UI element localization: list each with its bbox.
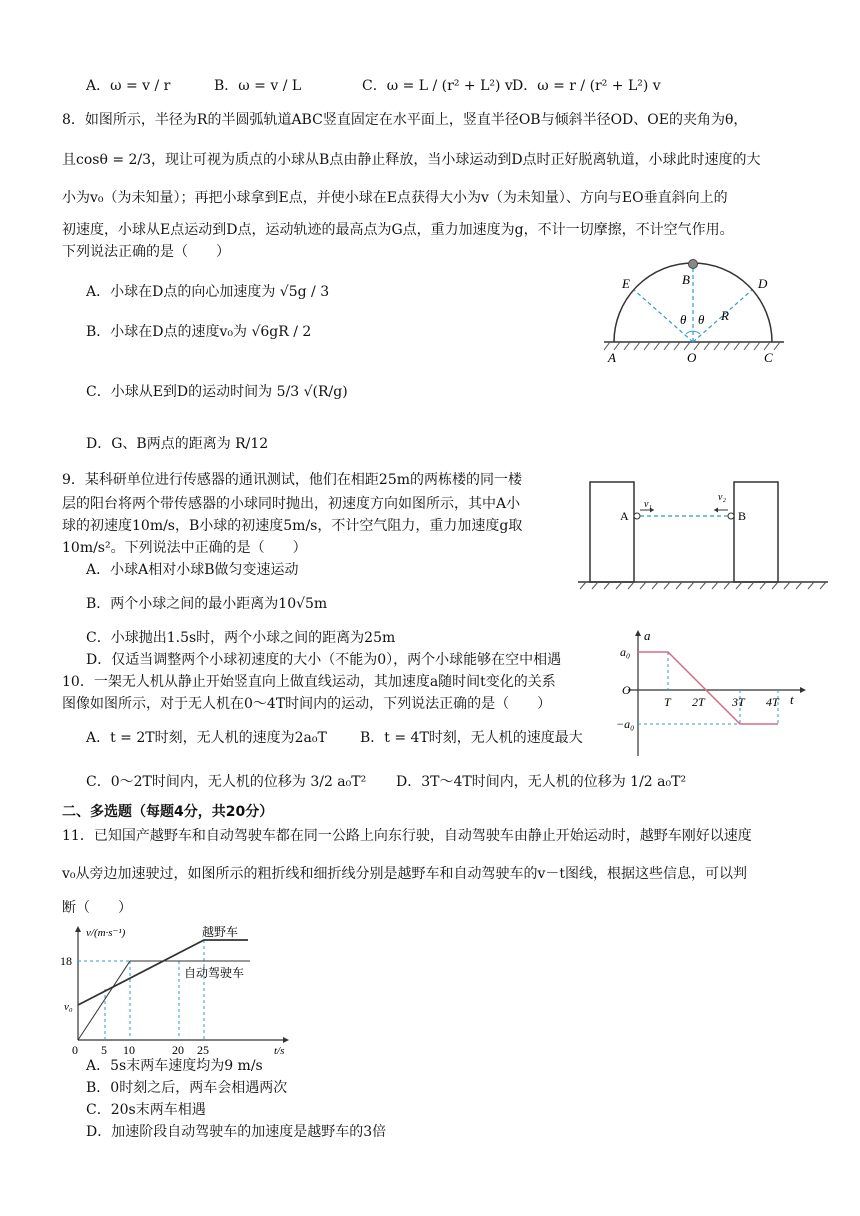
- tick-4t: 4T: [766, 695, 779, 709]
- q7-option-a: A．ω = v / r: [86, 78, 171, 94]
- legend-autonomous: 自动驾驶车: [184, 966, 245, 980]
- label-a0: a₀: [620, 645, 631, 659]
- tick-0: 0: [72, 1043, 78, 1056]
- label-ball-b: B: [738, 509, 747, 523]
- q9-option-c: C．小球抛出1.5s时，两个小球之间的距离为25m: [86, 630, 396, 646]
- q8-option-a: A．小球在D点的向心加速度为 √5g / 3: [86, 284, 330, 300]
- axis-label-t: t/s: [274, 1045, 285, 1056]
- label-c: C: [764, 350, 773, 365]
- q9-option-d: D．仅适当调整两个小球初速度的大小（不能为0），两个小球能够在空中相遇: [86, 652, 562, 668]
- q10-option-c: C．0～2T时间内，无人机的位移为 3/2 a₀T²: [86, 774, 367, 790]
- label-v1: v₁: [644, 499, 652, 510]
- q10-option-a: A．t = 2T时刻，无人机的速度为2a₀T: [86, 730, 327, 746]
- q10-option-b: B．t = 4T时刻，无人机的速度最大: [360, 730, 583, 746]
- label-theta-right: θ: [698, 312, 705, 327]
- q8-option-c: C．小球从E到D的运动时间为 5/3 √(R/g): [86, 384, 348, 400]
- q11-stem-line3: 断（ ）: [62, 900, 132, 916]
- q10-stem-line1: 10．一架无人机从静止开始竖直向上做直线运动，其加速度a随时间t变化的关系: [62, 674, 556, 690]
- q8-option-b: B．小球在D点的速度v₀为 √6gR / 2: [86, 324, 312, 340]
- tick-20: 20: [172, 1043, 184, 1056]
- q11-option-a: A．5s末两车速度均为9 m/s: [86, 1058, 263, 1074]
- q9-stem-line1: 9．某科研单位进行传感器的通讯测试，他们在相距25m的两栋楼的同一楼: [62, 472, 522, 488]
- label-ball-a: A: [620, 509, 629, 523]
- semicircle-track-figure: [600, 258, 790, 368]
- axis-label-v: v/(m·s⁻¹): [86, 927, 126, 939]
- two-buildings-figure: [578, 476, 830, 594]
- q11-option-d: D．加速阶段自动驾驶车的加速度是越野车的3倍: [86, 1124, 387, 1140]
- velocity-time-graph: [60, 922, 300, 1056]
- q11-stem-line2: v₀从旁边加速驶过，如图所示的粗折线和细折线分别是越野车和自动驾驶车的v－t图线，根据这些信息，可以判: [62, 866, 748, 882]
- label-e: E: [622, 276, 630, 291]
- q10-option-d: D．3T～4T时间内，无人机的位移为 1/2 a₀T²: [396, 774, 687, 790]
- tick-t: T: [664, 695, 671, 709]
- tick-3t: 3T: [732, 695, 745, 709]
- label-v2: v₂: [718, 492, 726, 503]
- q8-stem-line1: 8．如图所示，半径为R的半圆弧轨道ABC竖直固定在水平面上，竖直半径OB与倾斜半径OD、OE的夹角为θ，: [62, 112, 748, 128]
- q7-option-c: C．ω = L / (r² + L²) v: [362, 78, 513, 94]
- tick-25: 25: [197, 1043, 209, 1056]
- q9-stem-line4: 10m/s²。下列说法中正确的是（ ）: [62, 540, 307, 556]
- q8-stem-line5: 下列说法正确的是（ ）: [62, 244, 230, 260]
- q8-option-d: D．G、B两点的距离为 R/12: [86, 436, 269, 452]
- q7-option-d: D．ω = r / (r² + L²) v: [512, 78, 661, 94]
- section-multiple-choice-heading: 二、多选题（每题4分，共20分）: [62, 804, 274, 820]
- label-a: A: [608, 350, 616, 365]
- q8-stem-line2: 且cosθ = 2/3，现让可视为质点的小球从B点由静止释放，当小球运动到D点时正好脱离轨道，小球此时速度的大: [62, 152, 761, 168]
- q9-stem-line2: 层的阳台将两个带传感器的小球同时抛出，初速度方向如图所示，其中A小: [62, 496, 521, 512]
- label-o: O: [687, 350, 697, 365]
- q9-option-b: B．两个小球之间的最小距离为10√5m: [86, 596, 328, 612]
- q11-stem-line1: 11．已知国产越野车和自动驾驶车都在同一公路上向东行驶，自动驾驶车由静止开始运动时，越野车刚好以速度: [62, 828, 752, 844]
- tick-v0: v₀: [64, 1001, 73, 1013]
- label-theta-left: θ: [680, 312, 687, 327]
- q7-option-b: B．ω = v / L: [214, 78, 302, 94]
- acceleration-time-graph: [614, 626, 810, 762]
- tick-18: 18: [60, 954, 72, 968]
- axis-label-a: a: [644, 628, 651, 643]
- label-d: D: [758, 276, 768, 291]
- tick-10: 10: [123, 1043, 135, 1056]
- label-r: R: [721, 308, 729, 323]
- label-b: B: [682, 272, 690, 287]
- q9-stem-line3: 球的初速度10m/s，B小球的初速度5m/s，不计空气阻力，重力加速度g取: [62, 518, 523, 534]
- q11-option-c: C．20s末两车相遇: [86, 1102, 206, 1118]
- tick-2t: 2T: [692, 695, 705, 709]
- q11-option-b: B．0时刻之后，两车会相遇两次: [86, 1080, 288, 1096]
- axis-label-t: t: [790, 692, 794, 707]
- tick-5: 5: [101, 1043, 107, 1056]
- label-origin: O: [622, 683, 631, 697]
- label-neg-a0: −a₀: [616, 717, 635, 731]
- q9-option-a: A．小球A相对小球B做匀变速运动: [86, 562, 299, 578]
- q10-stem-line2: 图像如图所示，对于无人机在0～4T时间内的运动，下列说法正确的是（ ）: [62, 696, 552, 712]
- legend-offroad: 越野车: [202, 925, 239, 939]
- q8-stem-line4: 初速度，小球从E点运动到D点，运动轨迹的最高点为G点，重力加速度为g，不计一切摩擦，不计空气作用。: [62, 222, 734, 238]
- q8-stem-line3: 小为v₀（为未知量）；再把小球拿到E点，并使小球在E点获得大小为v（为未知量）、方向与EO垂直斜向上的: [62, 190, 728, 206]
